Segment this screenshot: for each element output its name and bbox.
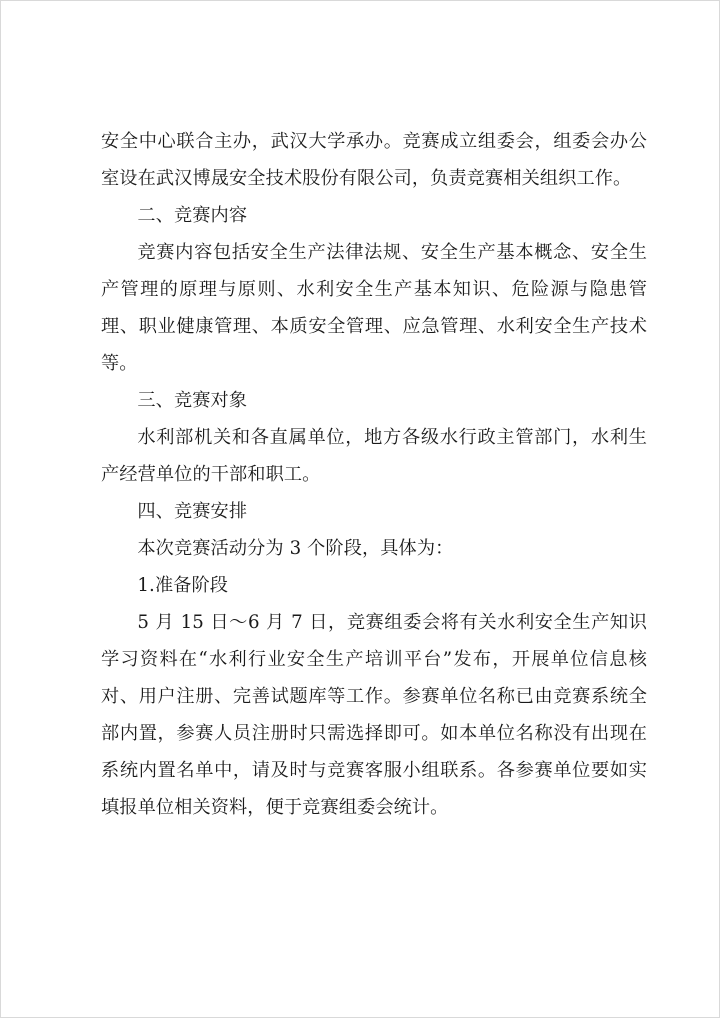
- document-body: [101, 123, 647, 826]
- paragraph-organizer: 安全中心联合主办，武汉大学承办。竞赛成立组委会，组委会办公室设在武汉博晟安全技术股份有限公司，负责竞赛相关组织工作。: [101, 131, 647, 189]
- paragraph-schedule-intro: 本次竞赛活动分为 3 个阶段，具体为：: [137, 538, 454, 559]
- heading-competition-content: 二、竞赛内容: [137, 205, 248, 226]
- paragraph-competition-target: 水利部机关和各直属单位，地方各级水行政主管部门，水利生产经营单位的干部和职工。: [101, 427, 647, 485]
- paragraph-preparation-stage: 5 月 15 日～6 月 7 日，竞赛组委会将有关水利安全生产知识学习资料在“水利行业安全生产培训平台”发布，开展单位信息核对、用户注册、完善试题库等工作。参赛单位名称已由竞赛系统全部内置，参赛人员注册时只需选择即可。如本单位名称没有出现在系统内置名单中，请及时与竞赛客服小组联系。各参赛单位要如实填报单位相关资料，便于竞赛组委会统计。: [101, 612, 647, 818]
- heading-competition-schedule: 四、竞赛安排: [137, 501, 248, 522]
- paragraph-competition-content: 竞赛内容包括安全生产法律法规、安全生产基本概念、安全生产管理的原理与原则、水利安全生产基本知识、危险源与隐患管理、职业健康管理、本质安全管理、应急管理、水利安全生产技术等。: [101, 242, 647, 374]
- heading-preparation-stage: 1.准备阶段: [137, 575, 229, 596]
- heading-competition-target: 三、竞赛对象: [137, 390, 248, 411]
